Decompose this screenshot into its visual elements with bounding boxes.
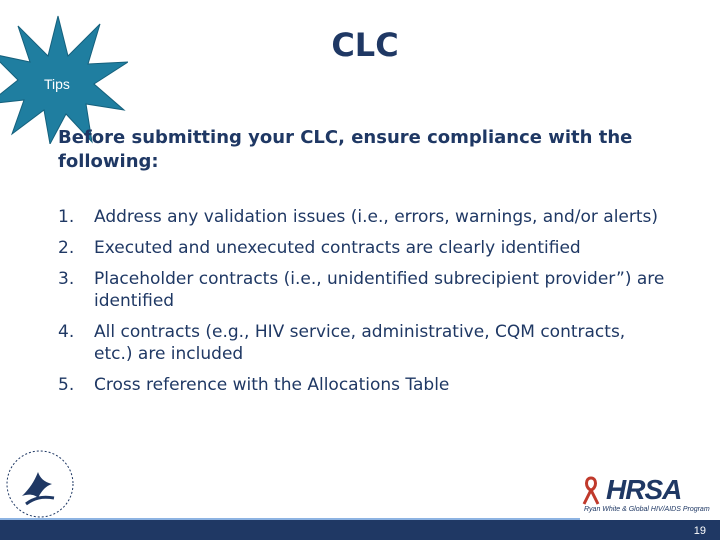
page-number: 19	[693, 525, 706, 537]
list-text: Placeholder contracts (i.e., unidentified subrecipient provider”) are identified	[94, 269, 665, 311]
list-number: 3.	[58, 269, 75, 289]
list-item	[58, 374, 668, 396]
list-item	[58, 321, 668, 365]
hrsa-logo	[578, 474, 718, 516]
footer-bar	[0, 520, 720, 540]
hrsa-wordmark: HRSA	[606, 474, 682, 505]
list-text: Executed and unexecuted contracts are clearly identified	[94, 238, 581, 258]
hrsa-tagline: Ryan White & Global HIV/AIDS Program	[584, 506, 710, 513]
list-number: 5.	[58, 375, 75, 395]
red-ribbon-icon	[580, 476, 602, 506]
hhs-seal-icon	[4, 448, 76, 520]
tips-label: Tips	[44, 76, 70, 92]
list-number: 1.	[58, 207, 75, 227]
list-number: 2.	[58, 238, 75, 258]
list-text: All contracts (e.g., HIV service, administrative, CQM contracts, etc.) are included	[94, 322, 626, 364]
list-item	[58, 237, 668, 259]
list-item	[58, 268, 668, 312]
intro-text: Before submitting your CLC, ensure compliance with the following:	[58, 127, 633, 172]
slide-title: CLC	[331, 26, 399, 64]
list-item	[58, 206, 668, 228]
list-number: 4.	[58, 322, 75, 342]
list-text: Address any validation issues (i.e., errors, warnings, and/or alerts)	[94, 207, 659, 227]
compliance-list	[58, 206, 668, 405]
list-text: Cross reference with the Allocations Table	[94, 375, 450, 395]
